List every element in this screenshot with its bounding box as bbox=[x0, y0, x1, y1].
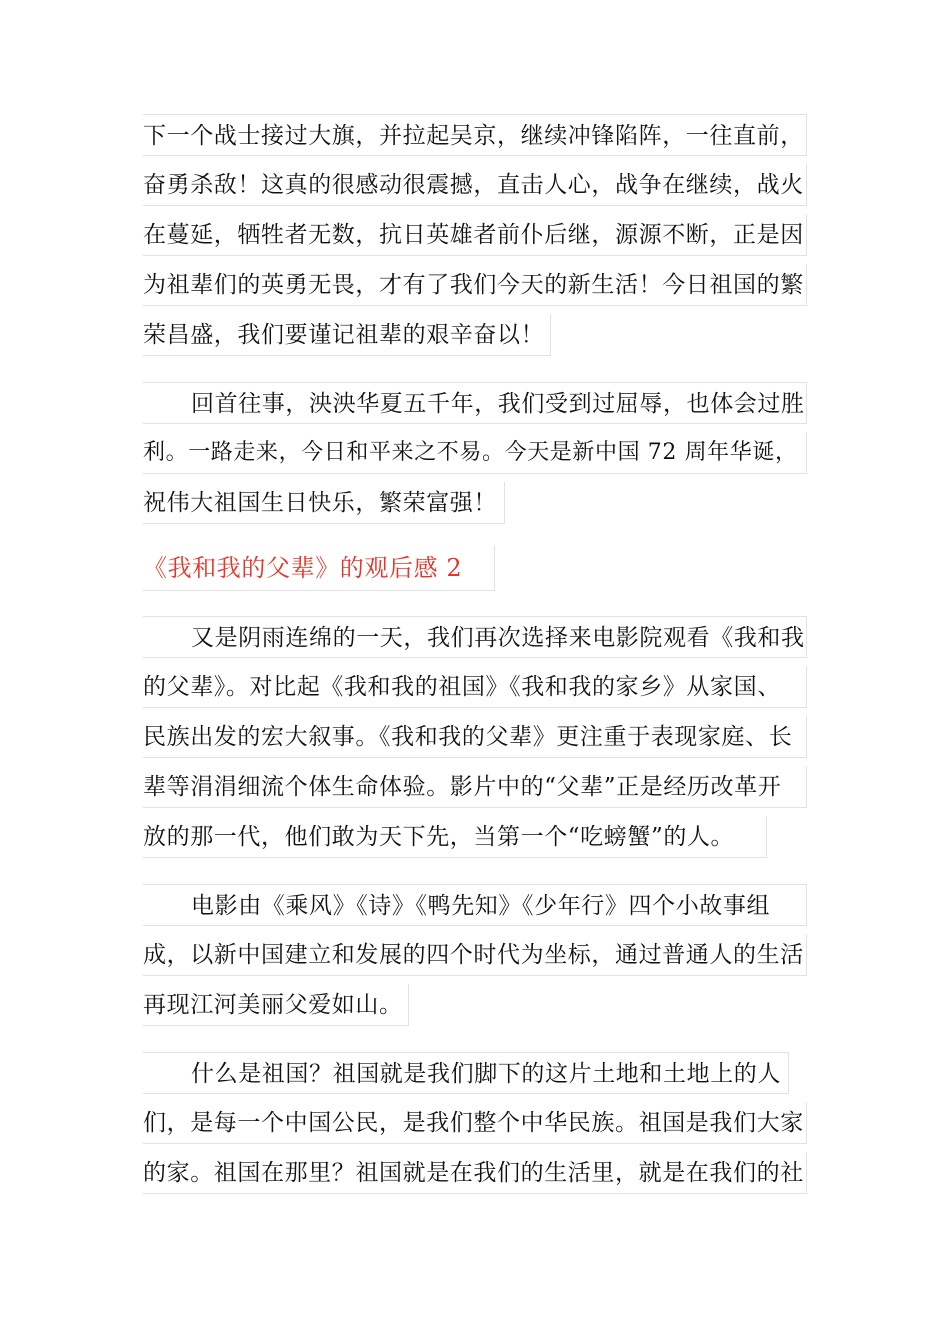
paragraph-3-line-2: 的父辈》。对比起《我和我的祖国》《我和我的家乡》从家国、 bbox=[143, 666, 807, 708]
paragraph-1-line-1: 下一个战士接过大旗，并拉起吴京，继续冲锋陷阵，一往直前， bbox=[143, 114, 807, 156]
paragraph-4-line-3: 再现江河美丽父爱如山。 bbox=[143, 984, 409, 1026]
paragraph-1-line-3: 在蔓延，牺牲者无数，抗日英雄者前仆后继，源源不断，正是因 bbox=[143, 214, 807, 256]
paragraph-3-line-1: 又是阴雨连绵的一天，我们再次选择来电影院观看《我和我 bbox=[143, 616, 807, 658]
paragraph-4-line-1: 电影由《乘风》《诗》《鸭先知》《少年行》四个小故事组 bbox=[143, 884, 807, 926]
paragraph-1-line-2: 奋勇杀敌！这真的很感动很震撼，直击人心，战争在继续，战火 bbox=[143, 164, 807, 206]
paragraph-1-line-5: 荣昌盛，我们要谨记祖辈的艰辛奋以！ bbox=[143, 314, 551, 356]
section-heading: 《我和我的父辈》的观后感 2 bbox=[143, 545, 495, 591]
paragraph-4-line-2: 成，以新中国建立和发展的四个时代为坐标，通过普通人的生活 bbox=[143, 934, 807, 976]
paragraph-3-line-4: 辈等涓涓细流个体生命体验。影片中的“父辈”正是经历改革开 bbox=[143, 766, 807, 808]
paragraph-1-line-4: 为祖辈们的英勇无畏，才有了我们今天的新生活！今日祖国的繁 bbox=[143, 264, 807, 306]
paragraph-2-line-2: 利。一路走来，今日和平来之不易。今天是新中国 72 周年华诞， bbox=[143, 432, 807, 474]
paragraph-3-line-3: 民族出发的宏大叙事。《我和我的父辈》更注重于表现家庭、长 bbox=[143, 716, 807, 758]
paragraph-3-line-5: 放的那一代，他们敢为天下先，当第一个“吃螃蟹”的人。 bbox=[143, 816, 767, 858]
paragraph-2-line-1: 回首往事，泱泱华夏五千年，我们受到过屈辱，也体会过胜 bbox=[143, 382, 807, 424]
paragraph-5-line-2: 们，是每一个中国公民，是我们整个中华民族。祖国是我们大家 bbox=[143, 1102, 807, 1144]
paragraph-5-line-3: 的家。祖国在那里？祖国就是在我们的生活里，就是在我们的社 bbox=[143, 1152, 807, 1194]
paragraph-2-line-3: 祝伟大祖国生日快乐，繁荣富强！ bbox=[143, 482, 505, 524]
paragraph-5-line-1: 什么是祖国？祖国就是我们脚下的这片土地和土地上的人 bbox=[143, 1052, 789, 1094]
